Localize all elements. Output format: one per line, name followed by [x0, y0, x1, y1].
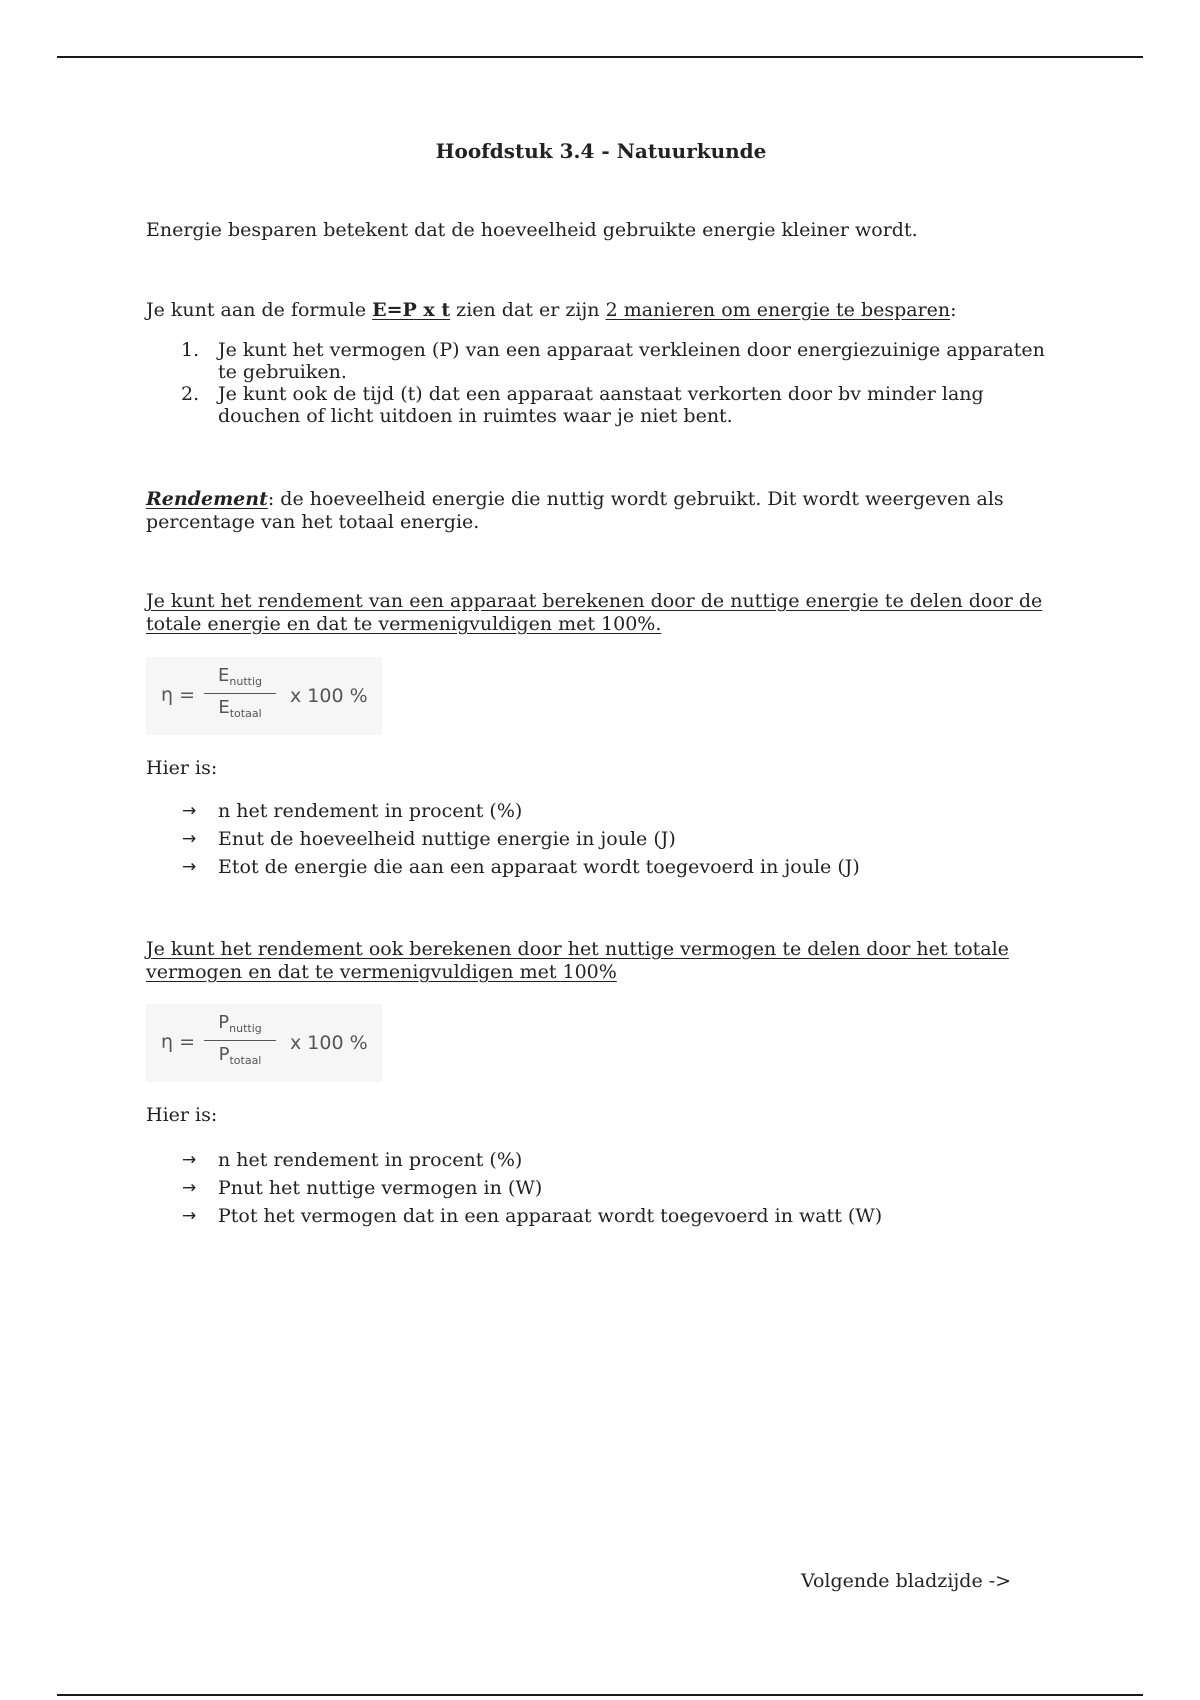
denominator-subscript: totaal [229, 707, 262, 720]
section1-legend-list [146, 797, 860, 881]
list-text: Ptot het vermogen dat in een apparaat wordt toegevoerd in watt (W) [218, 1205, 883, 1227]
denominator-symbol: P [218, 1044, 230, 1065]
list-text: Enut de hoeveelheid nuttige energie in joule (J) [218, 828, 676, 850]
list-text: Je kunt ook de tijd (t) dat een apparaat aanstaat verkorten door bv minder lang douchen of licht uitdoen in ruimtes waar je niet bent. [218, 383, 984, 427]
list-number: 1. [181, 339, 200, 361]
list-item [146, 1174, 882, 1202]
formula-sentence-middle: zien dat er zijn [450, 299, 606, 321]
arrow-icon: → [182, 829, 197, 849]
list-text: Etot de energie die aan een apparaat wordt toegevoerd in joule (J) [218, 856, 860, 878]
eta-symbol: η = [161, 684, 196, 706]
formula-sentence [146, 299, 957, 322]
list-item [146, 383, 1066, 427]
list-item [146, 1202, 882, 1230]
denominator [218, 697, 261, 718]
fraction-bar [204, 693, 276, 694]
list-text: Je kunt het vermogen (P) van een apparaat verkleinen door energiezuinige apparaten te gebruiken. [218, 339, 1045, 383]
denominator-subscript: totaal [229, 1054, 262, 1067]
numerator-subscript: nuttig [229, 1022, 262, 1035]
numerator [204, 1012, 276, 1038]
list-item [146, 1146, 882, 1174]
formula-sentence-after: : [950, 299, 957, 321]
list-item [146, 339, 1066, 383]
list-number: 2. [181, 383, 200, 405]
arrow-icon: → [182, 1150, 197, 1170]
ways-list [146, 339, 1066, 427]
numerator-symbol: E [218, 665, 230, 686]
arrow-icon: → [182, 801, 197, 821]
eta-symbol: η = [161, 1031, 196, 1053]
denominator-symbol: E [218, 697, 230, 718]
formula-e-p-t: E=P x t [372, 299, 451, 321]
section2-hier-is: Hier is: [146, 1104, 218, 1126]
arrow-icon: → [182, 1206, 197, 1226]
numerator-symbol: P [218, 1012, 230, 1033]
rendement-definition [146, 488, 1066, 534]
rendement-term: Rendement [146, 488, 268, 510]
formula-sentence-before: Je kunt aan de formule [146, 299, 373, 321]
section1-hier-is: Hier is: [146, 757, 218, 779]
list-text: n het rendement in procent (%) [218, 1149, 523, 1171]
fraction [204, 1012, 276, 1067]
list-item [146, 825, 860, 853]
rendement-text: : de hoeveelheid energie die nuttig wordt gebruikt. Dit wordt weergeven als percentage van het totaal energie. [146, 488, 1004, 533]
numerator [204, 665, 276, 691]
numerator-subscript: nuttig [229, 675, 262, 688]
list-text: n het rendement in procent (%) [218, 800, 523, 822]
arrow-icon: → [182, 1178, 197, 1198]
times-100-percent: x 100 % [290, 1032, 368, 1054]
section2-heading: Je kunt het rendement ook berekenen door het nuttige vermogen te delen door het totale vermogen en dat te vermenigvuldigen met 100% [146, 938, 1009, 983]
denominator [219, 1044, 262, 1065]
top-rule [57, 56, 1143, 58]
arrow-icon: → [182, 857, 197, 877]
list-text: Pnut het nuttige vermogen in (W) [218, 1177, 543, 1199]
bottom-rule [57, 1694, 1143, 1696]
ways-highlight: 2 manieren om energie te besparen [605, 299, 951, 321]
fraction [204, 665, 276, 720]
section2-legend-list [146, 1146, 882, 1230]
efficiency-power-formula [146, 1004, 382, 1082]
section1-heading: Je kunt het rendement van een apparaat berekenen door de nuttige energie te delen door de totale energie en dat te vermenigvuldigen met 100%. [146, 590, 1043, 635]
intro-paragraph: Energie besparen betekent dat de hoeveelheid gebruikte energie kleiner wordt. [146, 219, 918, 241]
times-100-percent: x 100 % [290, 685, 368, 707]
next-page-link[interactable]: Volgende bladzijde -> [801, 1570, 1012, 1592]
page-title: Hoofdstuk 3.4 - Natuurkunde [435, 139, 767, 163]
list-item [146, 797, 860, 825]
list-item [146, 853, 860, 881]
efficiency-energy-formula [146, 657, 382, 735]
fraction-bar [204, 1040, 276, 1041]
